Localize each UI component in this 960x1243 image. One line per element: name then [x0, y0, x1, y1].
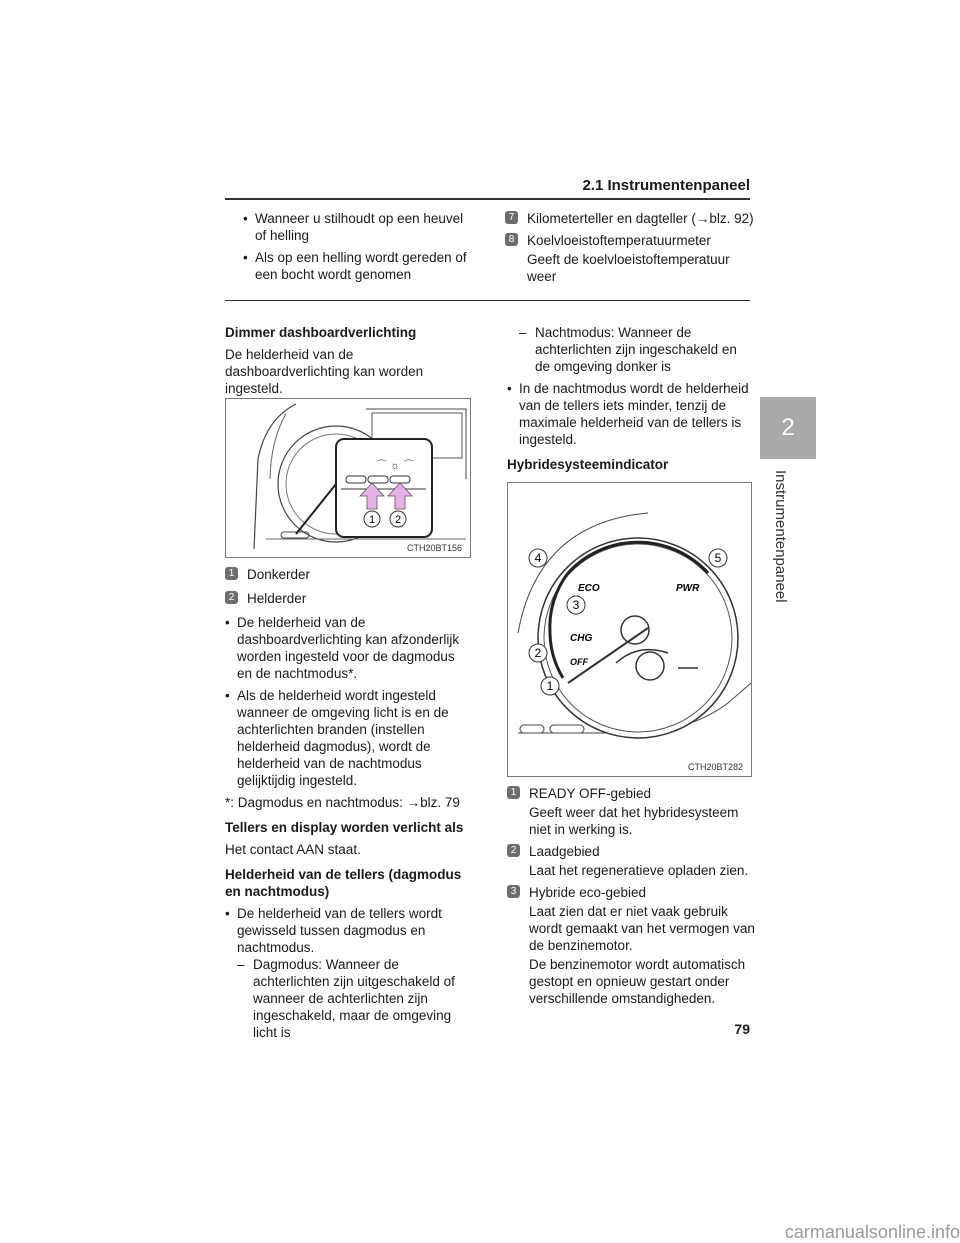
item-description: De benzinemotor wordt automatisch gestopt en opnieuw gestart onder verschillende omstandigheden.: [529, 957, 746, 1006]
brightness-heading: Helderheid van de tellers (dagmodus en nachtmodus): [225, 867, 462, 899]
item-text: Helderder: [247, 591, 307, 606]
header-rule: [225, 198, 750, 200]
section-title: 2.1 Instrumentenpaneel: [582, 177, 750, 194]
item-text: Hybride eco-gebied: [529, 885, 647, 900]
bullet-text: • Als de helderheid wordt ingesteld wanneer de omgeving licht is en de achterlichten branden (instellen helderheid dagmodus), wordt de helderheid van de nachtmodus gelijktijdig ingesteld.: [225, 687, 470, 789]
chapter-label: Instrumentenpaneel: [772, 470, 789, 603]
bullet-body: De helderheid van de dashboardverlichting kan afzonderlijk worden ingesteld voor de dagmodus en de nachtmodus: [237, 615, 460, 681]
item-number-badge: 8: [505, 233, 518, 246]
dimmer-figure: [225, 398, 471, 558]
item-number-badge: 2: [507, 844, 520, 857]
left-column: [225, 324, 470, 402]
item-text: Laadgebied: [529, 844, 600, 859]
right-column: [507, 324, 752, 478]
page-number: 79: [734, 1021, 750, 1037]
bullet-text: • Wanneer u stilhoudt op een heuvel of helling: [243, 210, 468, 244]
list-item: [507, 843, 755, 860]
day-mode-text: – Dagmodus: Wanneer de achterlichten zijn uitgeschakeld of wanneer de achterlichten zijn ingeschakeld, maar de omgeving licht is: [237, 956, 470, 1041]
figure-label-1: 1: [368, 514, 376, 526]
hybrid-figure: [507, 482, 752, 777]
bullet-text: • De helderheid van de tellers wordt gewisseld tussen dagmodus en nachtmodus.: [225, 905, 470, 956]
bullet-text: • Als op een helling wordt gereden of een bocht wordt genomen: [243, 249, 468, 283]
list-item: [507, 785, 755, 802]
footnote-marker: *.: [348, 666, 358, 681]
item-number-badge: 1: [507, 786, 520, 799]
dimmer-heading: Dimmer dashboardverlichting: [225, 325, 417, 340]
watermark: carmanualsonline.info: [784, 1222, 960, 1242]
list-item: [505, 210, 755, 227]
item-number-badge: 7: [505, 211, 518, 224]
left-column-continued: [225, 566, 470, 1046]
item-text: Kilometerteller en dagteller (→blz. 92): [527, 211, 754, 226]
figure-label-3: 3: [572, 598, 580, 612]
figure-label-4: 4: [534, 551, 542, 565]
item-description: Geeft de koelvloeistoftemperatuur weer: [527, 252, 730, 284]
svg-text:⌒ ☼ ⌒: ⌒ ☼ ⌒: [376, 460, 415, 472]
list-item: [225, 590, 470, 607]
dashboard-illustration: [226, 399, 470, 557]
gauge-off-text: OFF: [570, 657, 588, 667]
item-number-badge: 2: [225, 591, 238, 604]
item-description: Laat het regeneratieve opladen zien.: [529, 863, 749, 878]
gauge-chg-text: CHG: [570, 633, 593, 644]
figure-label-1: 1: [546, 679, 554, 693]
bullet-text: • In de nachtmodus wordt de helderheid van de tellers iets minder, tenzij de maximale helderheid van de tellers is ingesteld.: [507, 380, 752, 448]
list-item: [225, 566, 470, 583]
dimmer-intro: De helderheid van de dashboardverlichting kan worden ingesteld.: [225, 347, 424, 396]
list-item: [507, 884, 755, 901]
footnote: *: Dagmodus en nachtmodus: →blz. 79: [225, 795, 460, 810]
figure-code: CTH20BT156: [406, 543, 462, 553]
gauge-eco-text: ECO: [578, 583, 600, 594]
item-description: Laat zien dat er niet vaak gebruik wordt gemaakt van het vermogen van de benzinemotor.: [529, 904, 755, 953]
lit-text: Het contact AAN staat.: [225, 842, 361, 857]
item-number-badge: 1: [225, 567, 238, 580]
item-number-badge: 3: [507, 885, 520, 898]
chapter-tab: 2: [760, 397, 816, 459]
figure-label-5: 5: [714, 551, 722, 565]
top-right-block: [505, 210, 755, 290]
right-column-continued: [507, 785, 755, 1012]
hybrid-heading: Hybridesysteemindicator: [507, 457, 669, 472]
figure-label-2: 2: [534, 646, 542, 660]
figure-label-2: 2: [394, 514, 402, 526]
gauge-pwr-text: PWR: [676, 583, 700, 594]
top-left-block: [243, 210, 468, 288]
lit-heading: Tellers en display worden verlicht als: [225, 820, 464, 835]
hybrid-gauge-illustration: [508, 483, 751, 776]
figure-code: CTH20BT282: [687, 762, 743, 772]
night-mode-text: – Nachtmodus: Wanneer de achterlichten zijn ingeschakeld en de omgeving donker is: [519, 324, 752, 375]
bullet-text: [225, 614, 470, 682]
item-description: Geeft weer dat het hybridesysteem niet in werking is.: [529, 805, 739, 837]
list-item: [505, 232, 755, 249]
item-text: READY OFF-gebied: [529, 786, 652, 801]
section-divider: [225, 300, 750, 301]
item-text: Donkerder: [247, 567, 311, 582]
item-text: Koelvloeistoftemperatuurmeter: [527, 233, 711, 248]
